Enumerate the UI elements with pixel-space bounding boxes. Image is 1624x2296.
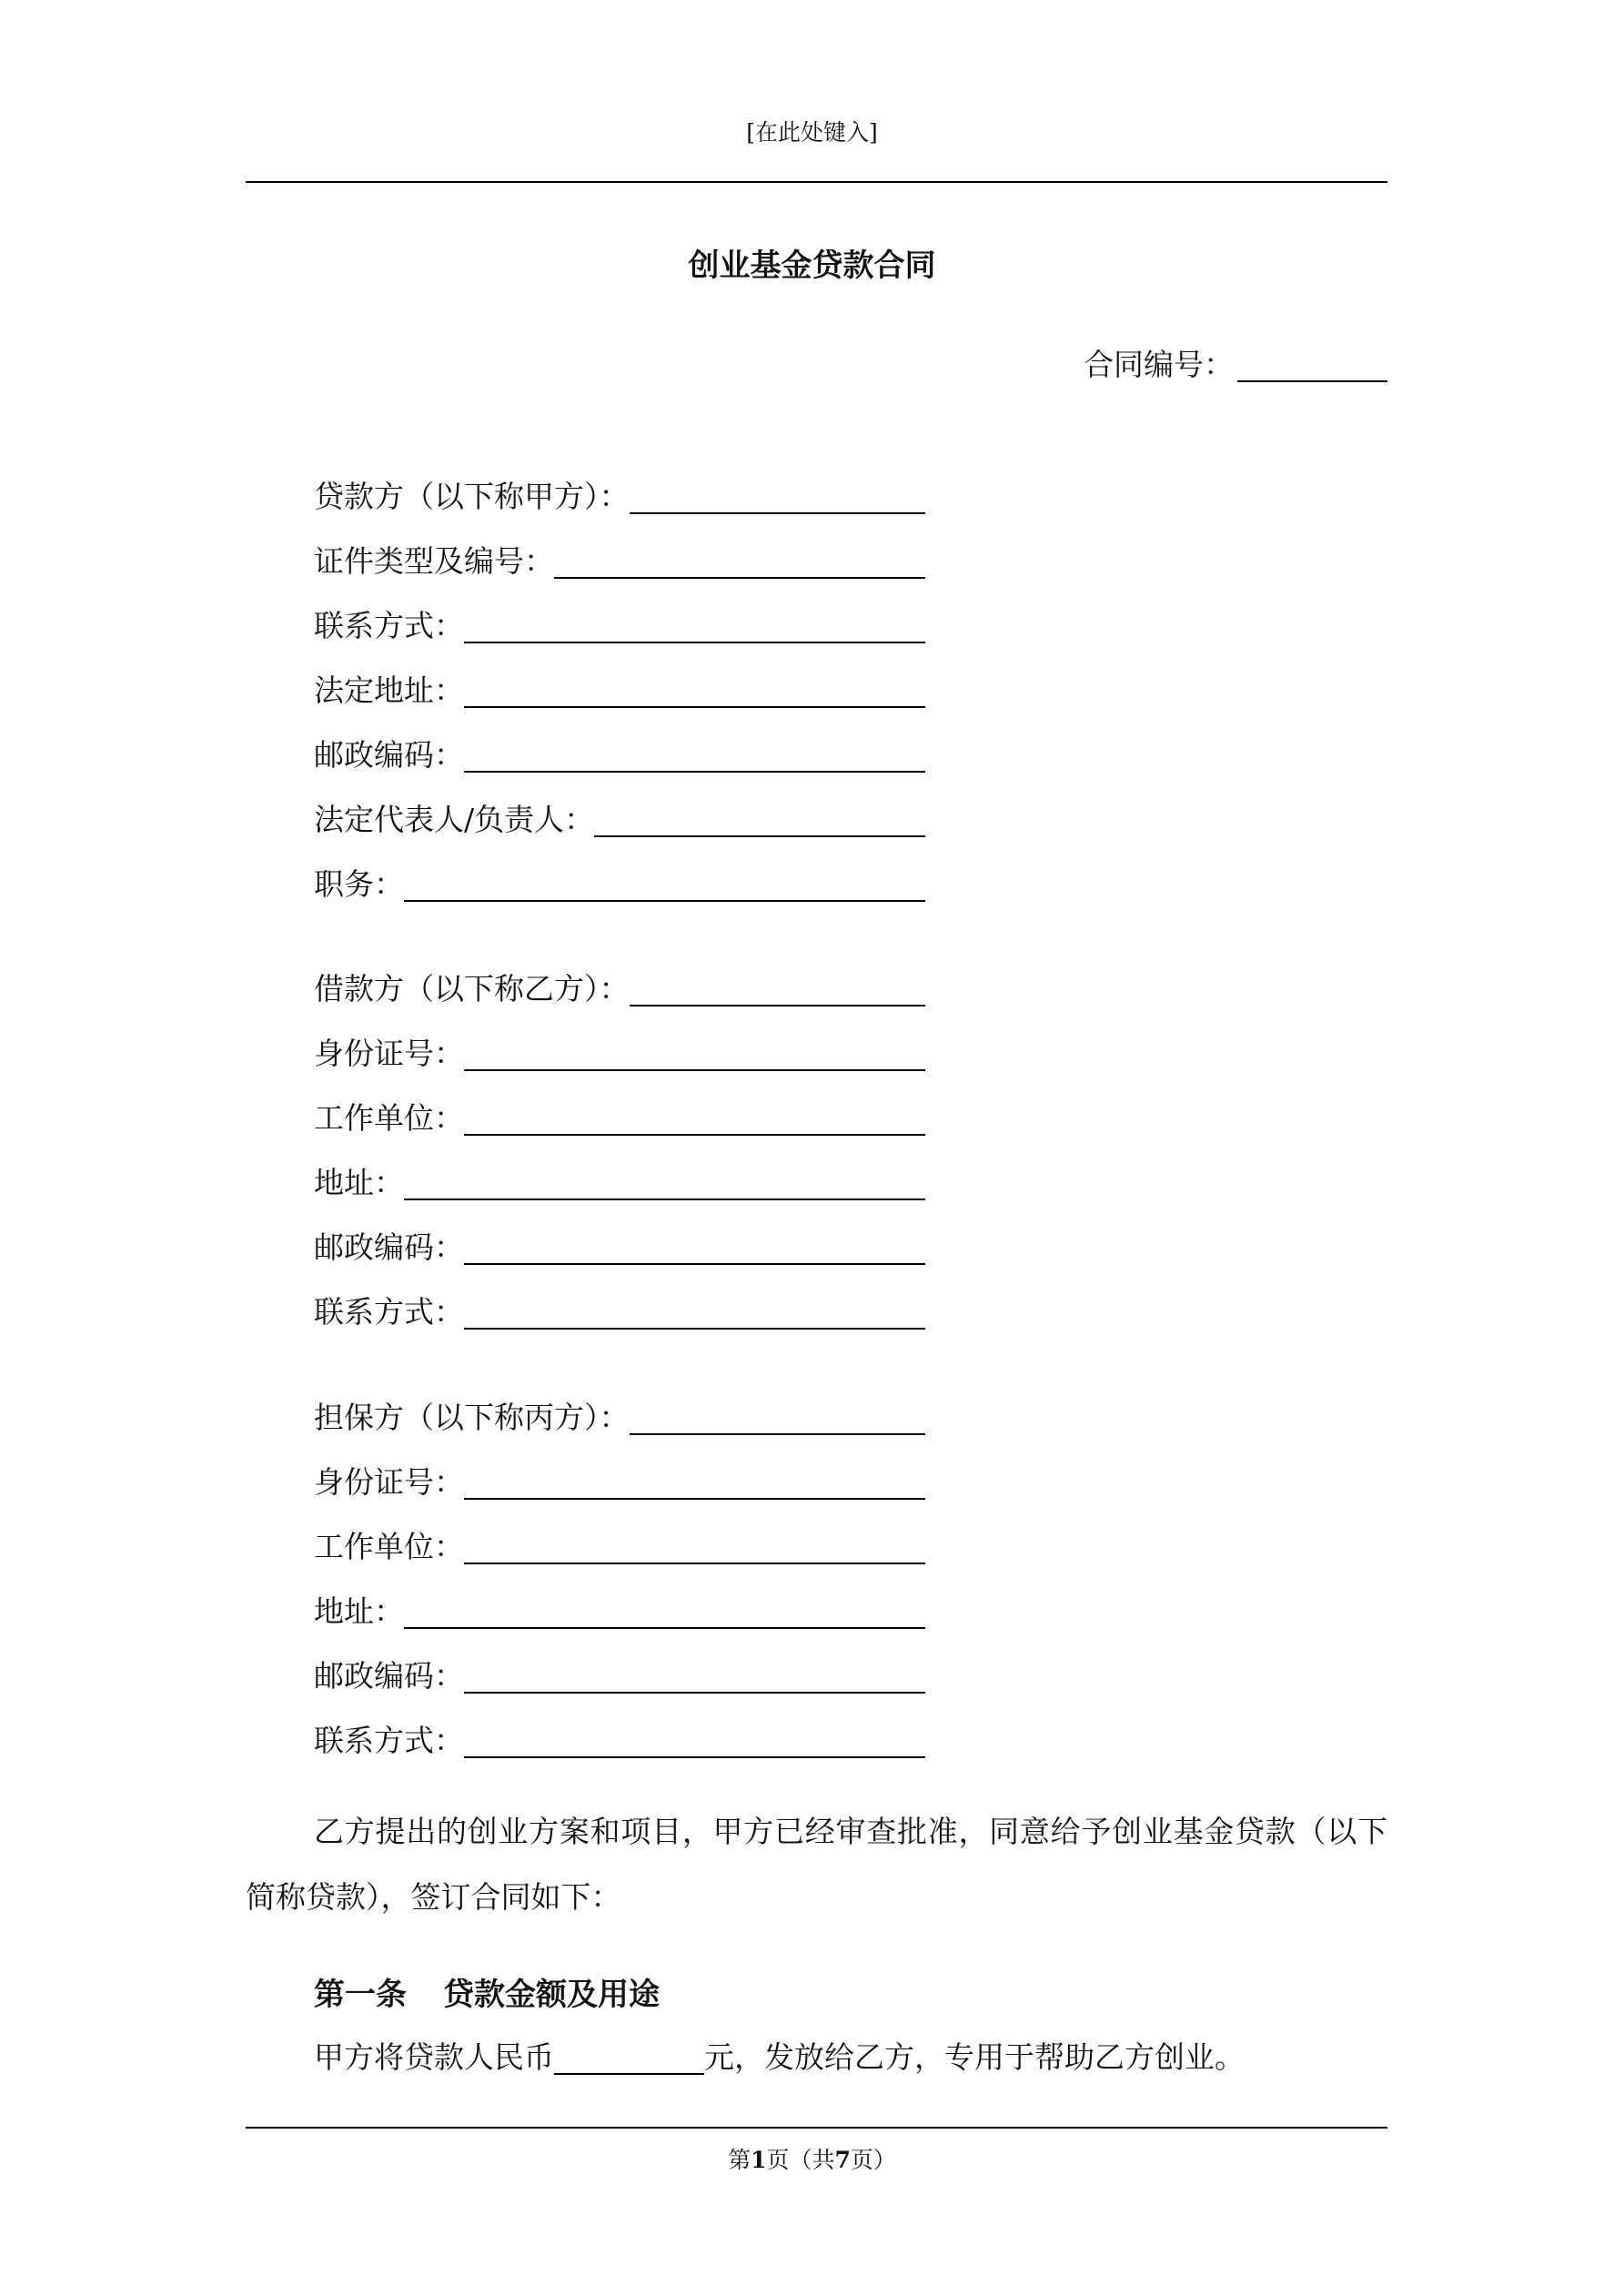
fill-line: [464, 1293, 925, 1330]
amount-blank: [554, 2038, 704, 2075]
fill-line: [464, 1099, 925, 1136]
fill-line: [404, 1593, 925, 1629]
page-total: 7: [834, 2147, 851, 2173]
fill-line: [404, 865, 925, 902]
field-label: 工作单位：: [314, 1529, 464, 1564]
fill-line: [464, 672, 925, 708]
borrower-field-row: [314, 1010, 925, 1075]
fill-line: [630, 970, 926, 1006]
field-label: 联系方式：: [314, 1294, 464, 1330]
borrower-field-row: [314, 1139, 925, 1204]
field-label: 地址：: [314, 1165, 404, 1200]
guarantor-field-row: [314, 1633, 925, 1697]
lender-field-row: [314, 712, 925, 776]
fill-line: [464, 1463, 925, 1500]
intro-paragraph: 乙方提出的创业方案和项目，甲方已经审查批准，同意给予创业基金贷款（以下简称贷款），签订合同如下：: [246, 1814, 1387, 1915]
footer-rule: [246, 2127, 1387, 2129]
article-heading: [314, 1973, 660, 2017]
page-suffix: 页）: [850, 2147, 896, 2173]
borrower-field-row: [314, 946, 925, 1010]
fill-line: [464, 607, 925, 643]
borrower-field-row: [314, 1204, 925, 1269]
page-prefix: 第: [728, 2147, 751, 2173]
contract-number-blank: [1237, 346, 1387, 382]
page-header: [在此处键入]: [746, 119, 878, 146]
borrower-field-row: [314, 1075, 925, 1139]
field-label: 担保方（以下称丙方）：: [314, 1400, 630, 1435]
field-label: 借款方（以下称乙方）：: [314, 971, 630, 1006]
field-label: 邮政编码：: [314, 1658, 464, 1694]
lender-field-row: [314, 518, 925, 582]
fill-line: [464, 1657, 925, 1694]
fill-line: [404, 1164, 925, 1200]
fill-line: [554, 542, 925, 579]
article-text-after: 元，发放给乙方，专用于帮助乙方创业。: [704, 2039, 1245, 2075]
field-label: 联系方式：: [314, 608, 464, 643]
field-label: 邮政编码：: [314, 737, 464, 773]
page-current: 1: [751, 2147, 767, 2173]
article-body: [314, 2037, 1245, 2079]
field-label: 法定地址：: [314, 673, 464, 708]
field-label: 身份证号：: [314, 1036, 464, 1071]
field-label: 贷款方（以下称甲方）：: [314, 479, 630, 514]
guarantor-field-row: [314, 1374, 925, 1439]
lender-field-row: [314, 647, 925, 712]
article-text-before: 甲方将贷款人民币: [314, 2039, 554, 2075]
fill-line: [464, 736, 925, 773]
lender-section: [314, 453, 925, 905]
field-label: 联系方式：: [314, 1723, 464, 1758]
guarantor-field-row: [314, 1697, 925, 1762]
fill-line: [464, 1722, 925, 1758]
lender-field-row: [314, 776, 925, 841]
contract-number-label: 合同编号：: [1084, 347, 1234, 382]
field-label: 身份证号：: [314, 1464, 464, 1500]
field-label: 职务：: [314, 866, 404, 902]
document-title: 创业基金贷款合同: [688, 248, 936, 284]
article-title: 贷款金额及用途: [443, 1977, 660, 2013]
fill-line: [594, 801, 925, 837]
guarantor-field-row: [314, 1439, 925, 1503]
contract-number-row: [1001, 344, 1387, 386]
lender-field-row: [314, 841, 925, 905]
guarantor-section: [314, 1374, 925, 1762]
lender-field-row: [314, 453, 925, 518]
field-label: 地址：: [314, 1593, 404, 1629]
borrower-section: [314, 946, 925, 1333]
header-rule: [246, 181, 1387, 183]
field-label: 工作单位：: [314, 1100, 464, 1136]
guarantor-field-row: [314, 1568, 925, 1633]
fill-line: [630, 1399, 926, 1435]
field-label: 法定代表人/负责人：: [314, 802, 595, 837]
fill-line: [464, 1528, 925, 1564]
fill-line: [464, 1035, 925, 1071]
page-middle: 页（共: [766, 2147, 835, 2173]
fill-line: [630, 478, 926, 514]
field-label: 邮政编码：: [314, 1229, 464, 1265]
lender-field-row: [314, 582, 925, 647]
field-label: 证件类型及编号：: [314, 543, 554, 579]
fill-line: [464, 1229, 925, 1265]
guarantor-field-row: [314, 1503, 925, 1568]
page-footer: [0, 2144, 1624, 2177]
borrower-field-row: [314, 1269, 925, 1333]
article-number: 第一条: [314, 1977, 407, 2013]
